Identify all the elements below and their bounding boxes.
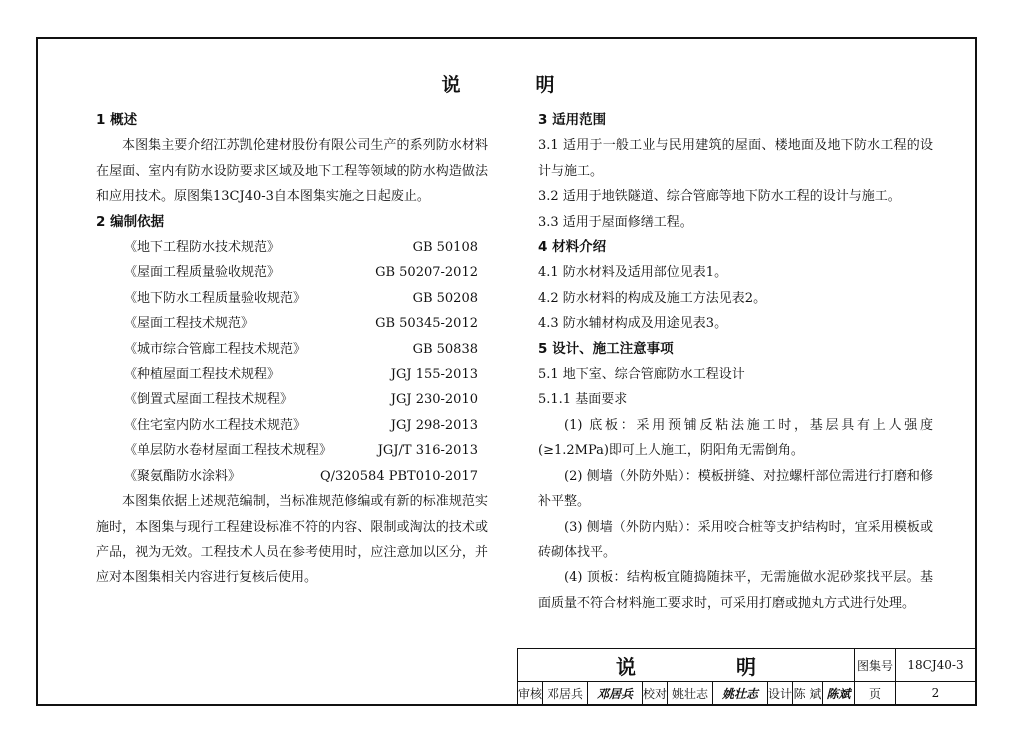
- design-signature: 陈斌: [823, 682, 855, 705]
- s5-point: (4) 顶板：结构板宜随捣随抹平，无需施做水泥砂浆找平层。基面质量不符合材料施工要求时，可采用打磨或抛丸方式进行处理。: [538, 570, 933, 611]
- atlas-label: 图集号: [855, 649, 896, 682]
- s5-point: (3) 侧墙（外防内贴）：采用咬合桩等支护结构时，宜采用模板或砖砌体找平。: [538, 519, 933, 560]
- s3-item: 3.3 适用于屋面修缮工程。: [538, 214, 693, 230]
- section-5-heading: 5 设计、施工注意事项: [538, 340, 674, 357]
- standard-row: [96, 387, 488, 412]
- page-label: 页: [855, 682, 896, 705]
- section-1-paragraph: 本图集主要介绍江苏凯伦建材股份有限公司生产的系列防水材料在屋面、室内有防水设防要求区域及地下工程等领域的防水构造做法和应用技术。原图集13CJ40-3自本图集实施之日起废止。: [96, 138, 488, 205]
- standards-list: [96, 235, 488, 489]
- s5-point: (1) 底板：采用预铺反粘法施工时，基层具有上人强度(≥1.2MPa)即可上人施工，阴阳角无需倒角。: [538, 417, 933, 459]
- standard-row: [96, 260, 488, 285]
- standard-name: 《住宅室内防水工程技术规范》: [124, 417, 307, 433]
- standard-code: GB 50108: [412, 240, 478, 256]
- check-label: 校对: [643, 682, 668, 705]
- standard-row: [96, 413, 488, 438]
- standard-row: [96, 311, 488, 336]
- standard-row: [96, 438, 488, 463]
- s3-item: 3.2 适用于地铁隧道、综合管廊等地下防水工程的设计与施工。: [538, 189, 901, 205]
- s5-1: 5.1 地下室、综合管廊防水工程设计: [538, 367, 745, 383]
- atlas-number: 18CJ40-3: [896, 649, 976, 682]
- standard-name: 《地下工程防水技术规范》: [124, 240, 281, 256]
- standard-code: GB 50345-2012: [375, 316, 478, 332]
- s5-1-1: 5.1.1 基面要求: [538, 392, 628, 408]
- standard-code: JGJ 298-2013: [390, 417, 478, 433]
- standard-name: 《城市综合管廊工程技术规范》: [124, 341, 307, 357]
- design-name: 陈 斌: [793, 682, 823, 705]
- review-name: 邓居兵: [543, 682, 588, 705]
- standard-code: GB 50208: [412, 290, 478, 306]
- section-4-heading: 4 材料介绍: [538, 239, 607, 256]
- left-column: [96, 108, 488, 591]
- design-label: 设计: [768, 682, 793, 705]
- standard-row: [96, 464, 488, 489]
- title-block: [517, 648, 977, 706]
- check-name: 姚壮志: [668, 682, 713, 705]
- section-2-paragraph: 本图集依据上述规范编制，当标准规范修编或有新的标准规范实施时，本图集与现行工程建设标准不符的内容、限制或淘汰的技术或产品，视为无效。工程技术人员在参考使用时，应注意加以区分，并应对本图集相关内容进行复核后使用。: [96, 494, 488, 586]
- standard-code: Q/320584 PBT010-2017: [319, 468, 478, 484]
- standard-code: GB 50207-2012: [375, 265, 478, 281]
- title-block-title: 说 明: [518, 649, 855, 682]
- standard-row: [96, 337, 488, 362]
- s4-item: 4.1 防水材料及适用部位见表1。: [538, 265, 728, 281]
- standard-name: 《种植屋面工程技术规程》: [124, 367, 281, 383]
- standard-row: [96, 235, 488, 260]
- standard-code: GB 50838: [412, 341, 478, 357]
- page-number: 2: [896, 682, 976, 705]
- standard-name: 《地下防水工程质量验收规范》: [124, 290, 307, 306]
- s5-point: (2) 侧墙（外防外贴）：模板拼缝、对拉螺杆部位需进行打磨和修补平整。: [538, 468, 933, 510]
- right-column: [538, 108, 933, 616]
- standard-name: 《倒置式屋面工程技术规程》: [124, 392, 294, 408]
- section-2-heading: 2 编制依据: [96, 213, 165, 230]
- check-signature: 姚壮志: [713, 682, 768, 705]
- page-title: 说 明: [441, 74, 583, 96]
- standard-name: 《屋面工程质量验收规范》: [124, 265, 281, 281]
- section-1-heading: 1 概述: [96, 112, 138, 128]
- standard-code: JGJ/T 316-2013: [377, 443, 478, 459]
- standard-row: [96, 362, 488, 387]
- standard-code: JGJ 155-2013: [390, 367, 478, 383]
- s3-item: 3.1 适用于一般工业与民用建筑的屋面、楼地面及地下防水工程的设计与施工。: [538, 138, 933, 179]
- standard-row: [96, 286, 488, 311]
- standard-name: 《单层防水卷材屋面工程技术规程》: [124, 443, 333, 459]
- section-3-heading: 3 适用范围: [538, 112, 607, 128]
- standard-code: JGJ 230-2010: [390, 392, 478, 408]
- s4-item: 4.3 防水辅材构成及用途见表3。: [538, 316, 728, 332]
- s4-item: 4.2 防水材料的构成及施工方法见表2。: [538, 290, 767, 306]
- review-label: 审核: [518, 682, 543, 705]
- standard-name: 《聚氨酯防水涂料》: [124, 468, 242, 484]
- standard-name: 《屋面工程技术规范》: [124, 316, 255, 332]
- review-signature: 邓居兵: [588, 682, 643, 705]
